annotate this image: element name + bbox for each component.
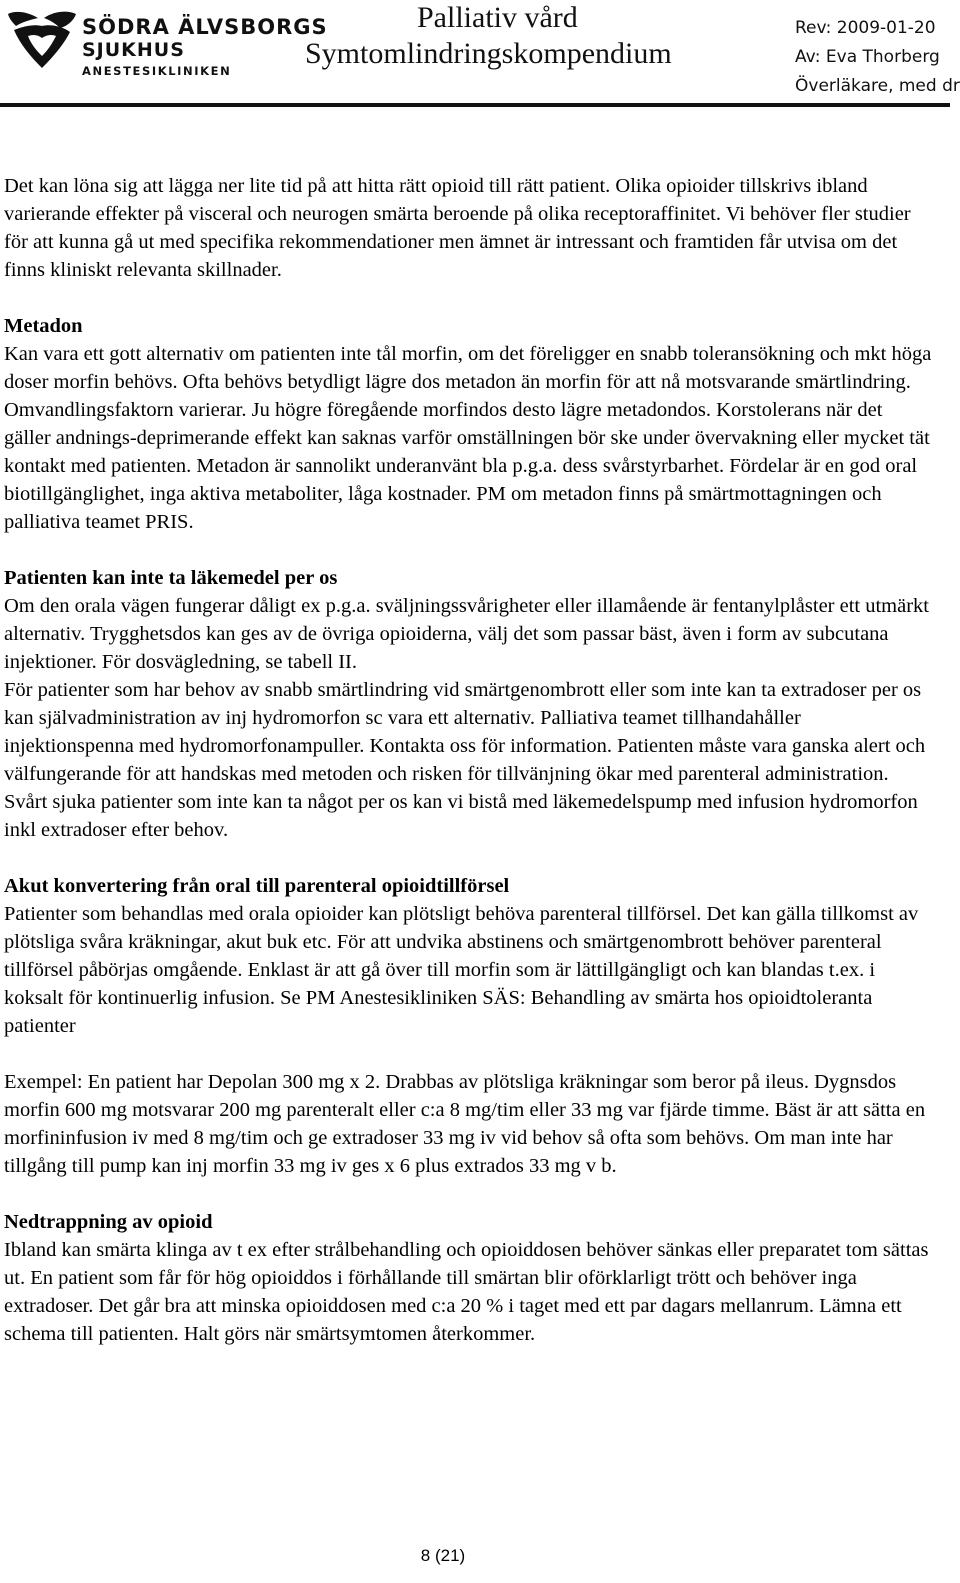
section-tapering [4,1208,934,1348]
logo-text-line2: SJUKHUS [82,39,185,61]
heart-logo-icon [4,8,80,72]
document-title [305,0,725,72]
document-meta [795,14,960,101]
section-no-oral [4,564,934,844]
paragraph: Svårt sjuka patienter som inte kan ta något per os kan vi bistå med läkemedelspump med infusion hydromorfon inkl extradoser efter behov. [4,791,918,841]
section-acute-conversion [4,872,934,1040]
page-header [0,0,960,112]
section-heading: Nedtrappning av opioid [4,1211,213,1233]
revision-date: Rev: 2009-01-20 [795,18,936,38]
section-intro [4,172,934,284]
paragraph: Patienter som behandlas med orala opioider kan plötsligt behöva parenteral tillförsel. Det kan gälla tillkomst av plötsliga svåra kräkningar, akut buk etc. För att undvika abstinens och smärtgenombrott behöver parenteral tillförsel påbörjas omgående. Enklast är att gå över till morfin som är lättillgängligt och kan blandas t.ex. i koksalt för kontinuerlig infusion. Se PM Anestesikliniken SÄS: Behandling av smärta hos opioidtoleranta patienter [4,903,919,1037]
title-line1: Palliativ vård [417,1,578,34]
section-example [4,1068,934,1180]
paragraph: Om den orala vägen fungerar dåligt ex p.g.a. sväljningssvårigheter eller illamående är fentanylplåster ett utmärkt alternativ. Trygghetsdos kan ges av de övriga opioiderna, välj det som passar bäst, även i form av subcutana injektioner. För dosvägledning, se tabell II. [4,595,929,673]
header-divider [0,103,950,107]
document-body [4,172,934,1376]
author-role: Överläkare, med dr [795,76,960,96]
author-name: Av: Eva Thorberg [795,47,940,67]
paragraph: Det kan löna sig att lägga ner lite tid på att hitta rätt opioid till rätt patient. Olika opioider tillskrivs ibland varierande effekter på visceral och neurogen smärta beroende på olika receptoraffinitet. Vi behöver fler studier för att kunna gå ut med specifika rekommendationer men ämnet är intressant och framtiden får utvisa om det finns kliniskt relevanta skillnader. [4,175,911,281]
paragraph: För patienter som har behov av snabb smärtlindring vid smärtgenombrott eller som inte kan ta extradoser per os kan självadministration av inj hydromorfon sc vara ett alternativ. Palliativa teamet tillhandahåller injektionspenna med hydromorfonampuller. Kontakta oss för information. Patienten måste vara ganska alert och välfungerande för att handskas med metoden och risken för tillvänjning ökar med parenteral administration. [4,679,926,785]
paragraph: Exempel: En patient har Depolan 300 mg x 2. Drabbas av plötsliga kräkningar som beror på ileus. Dygnsdos morfin 600 mg motsvarar 200 mg parenteralt eller c:a 8 mg/tim eller 33 mg var fjärde timme. Bäst är att sätta en morfininfusion iv med 8 mg/tim och ge extradoser 33 mg iv vid behov så ofta som behövs. Om man inte har tillgång till pump kan inj morfin 33 mg iv ges x 6 plus extrados 33 mg v b. [4,1071,926,1177]
logo-text-line3: ANESTESIKLINIKEN [82,64,232,78]
paragraph: Kan vara ett gott alternativ om patienten inte tål morfin, om det föreligger en snabb toleransökning och mkt höga doser morfin behövs. Ofta behövs betydligt lägre dos metadon än morfin för att nå motsvarande smärtlindring. Omvandlingsfaktorn varierar. Ju högre föregående morfindos desto lägre metadondos. Korstolerans när det gäller andnings-deprimerande effekt kan saknas varför omställningen bör ske under övervakning eller mycket tät kontakt med patienten. Metadon är sannolikt underanvänt bla p.g.a. dess svårstyrbarhet. Fördelar är en god oral biotillgänglighet, inga aktiva metaboliter, låga kostnader. PM om metadon finns på smärtmottagningen och palliativa teamet PRIS. [4,343,932,533]
page-number: 8 (21) [420,1546,466,1565]
section-heading: Akut konvertering från oral till parenteral opioidtillförsel [4,875,510,897]
logo-text-line1: SÖDRA ÄLVSBORGS [82,15,328,39]
paragraph: Ibland kan smärta klinga av t ex efter strålbehandling och opioiddosen behöver sänkas eller preparatet tom sättas ut. En patient som får för hög opioiddos i förhållande till smärtan blir oförklarligt trött och behöver inga extradoser. Det går bra att minska opioiddosen med c:a 20 % i taget med ett par dagars mellanrum. Lämna ett schema till patienten. Halt görs när smärtsymtomen återkommer. [4,1239,929,1345]
section-metadon [4,312,934,536]
title-line2: Symtomlindringskompendium [305,37,672,70]
section-heading: Metadon [4,315,83,337]
section-heading: Patienten kan inte ta läkemedel per os [4,567,338,589]
hospital-logo [4,8,328,78]
